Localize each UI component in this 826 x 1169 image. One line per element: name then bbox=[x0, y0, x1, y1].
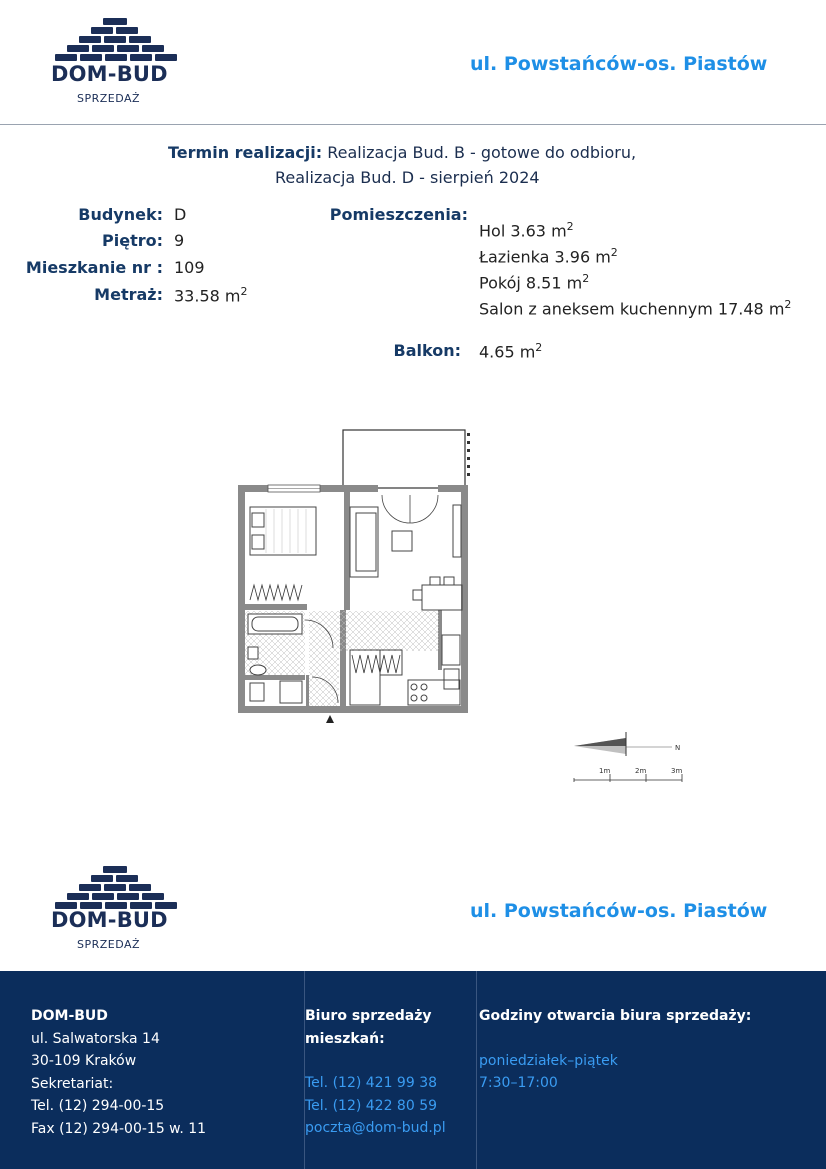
budynek-label: Budynek: bbox=[78, 205, 163, 224]
brand-sub: SPRZEDAŻ bbox=[77, 938, 141, 951]
sales-phone-link[interactable]: Tel. (12) 421 99 38 bbox=[305, 1075, 438, 1091]
sales-office-title-1: Biuro sprzedaży bbox=[305, 1008, 432, 1024]
header-divider bbox=[0, 124, 826, 125]
brand-sub: SPRZEDAŻ bbox=[77, 92, 141, 105]
hours-title: Godziny otwarcia biura sprzedaży: bbox=[479, 1008, 752, 1024]
hours-time: 7:30–17:00 bbox=[479, 1075, 558, 1091]
company-street: ul. Salwatorska 14 bbox=[31, 1030, 160, 1047]
balkon-label: Balkon: bbox=[393, 341, 461, 360]
budynek-value: D bbox=[174, 205, 187, 224]
mieszkanie-value: 109 bbox=[174, 258, 205, 277]
entrance-arrow-icon bbox=[326, 715, 334, 723]
footer bbox=[0, 971, 826, 1169]
scale-mark: 1m bbox=[599, 767, 611, 775]
pietro-label: Piętro: bbox=[102, 231, 163, 250]
pomieszczenia-label: Pomieszczenia: bbox=[329, 205, 468, 224]
compass-scale-icon bbox=[570, 732, 690, 784]
balcony-railing bbox=[467, 433, 470, 476]
brick-wall-icon bbox=[51, 18, 181, 66]
termin-label: Termin realizacji: bbox=[168, 143, 323, 162]
footer-sales-office bbox=[305, 1005, 446, 1140]
address-title: ul. Powstańców-os. Piastów bbox=[470, 900, 768, 922]
footer-company bbox=[31, 1005, 206, 1140]
pietro-value: 9 bbox=[174, 231, 185, 250]
balcony-outline bbox=[343, 430, 465, 488]
address-title: ul. Powstańców-os. Piastów bbox=[470, 53, 768, 75]
termin-value2: Realizacja Bud. D - sierpień 2024 bbox=[275, 168, 540, 187]
brick-wall-icon bbox=[51, 866, 181, 914]
hours-days: poniedziałek–piątek bbox=[479, 1052, 618, 1069]
room-item: Pokój 8.51 $m^2$ bbox=[479, 272, 590, 293]
footer-divider bbox=[476, 971, 477, 1169]
termin-line1 bbox=[168, 143, 636, 162]
metraz-label: Metraż: bbox=[94, 285, 163, 304]
north-label: N bbox=[675, 744, 681, 752]
floor-plan bbox=[230, 425, 490, 725]
company-tel: Tel. (12) 294-00-15 bbox=[31, 1098, 165, 1114]
footer-hours bbox=[479, 1005, 751, 1095]
company-city: 30-109 Kraków bbox=[31, 1053, 137, 1069]
sales-office-title-2: mieszkań: bbox=[305, 1030, 385, 1047]
room-item: Łazienka 3.96 $m^2$ bbox=[479, 246, 618, 267]
sales-phone-link[interactable]: Tel. (12) 422 80 59 bbox=[305, 1097, 438, 1114]
company-name: DOM-BUD bbox=[31, 1008, 108, 1024]
termin-value1: Realizacja Bud. B - gotowe do odbioru, bbox=[327, 143, 637, 162]
brand-name: DOM-BUD bbox=[51, 908, 168, 932]
room-item: Hol 3.63 $m^2$ bbox=[479, 220, 574, 241]
company-fax: Fax (12) 294-00-15 w. 11 bbox=[31, 1120, 207, 1137]
scale-mark: 3m bbox=[671, 767, 683, 775]
scale-mark: 2m bbox=[635, 767, 647, 775]
room-item: Salon z aneksem kuchennym 17.48 $m^2$ bbox=[479, 298, 792, 319]
brand-name: DOM-BUD bbox=[51, 62, 168, 86]
sales-email-link[interactable]: poczta@dom-bud.pl bbox=[305, 1120, 446, 1136]
sekretariat-label: Sekretariat: bbox=[31, 1075, 114, 1092]
mieszkanie-label: Mieszkanie nr : bbox=[25, 258, 163, 277]
metraz-value: 33.58 $m^2$ bbox=[174, 285, 248, 306]
balkon-value: 4.65 $m^2$ bbox=[479, 341, 543, 362]
